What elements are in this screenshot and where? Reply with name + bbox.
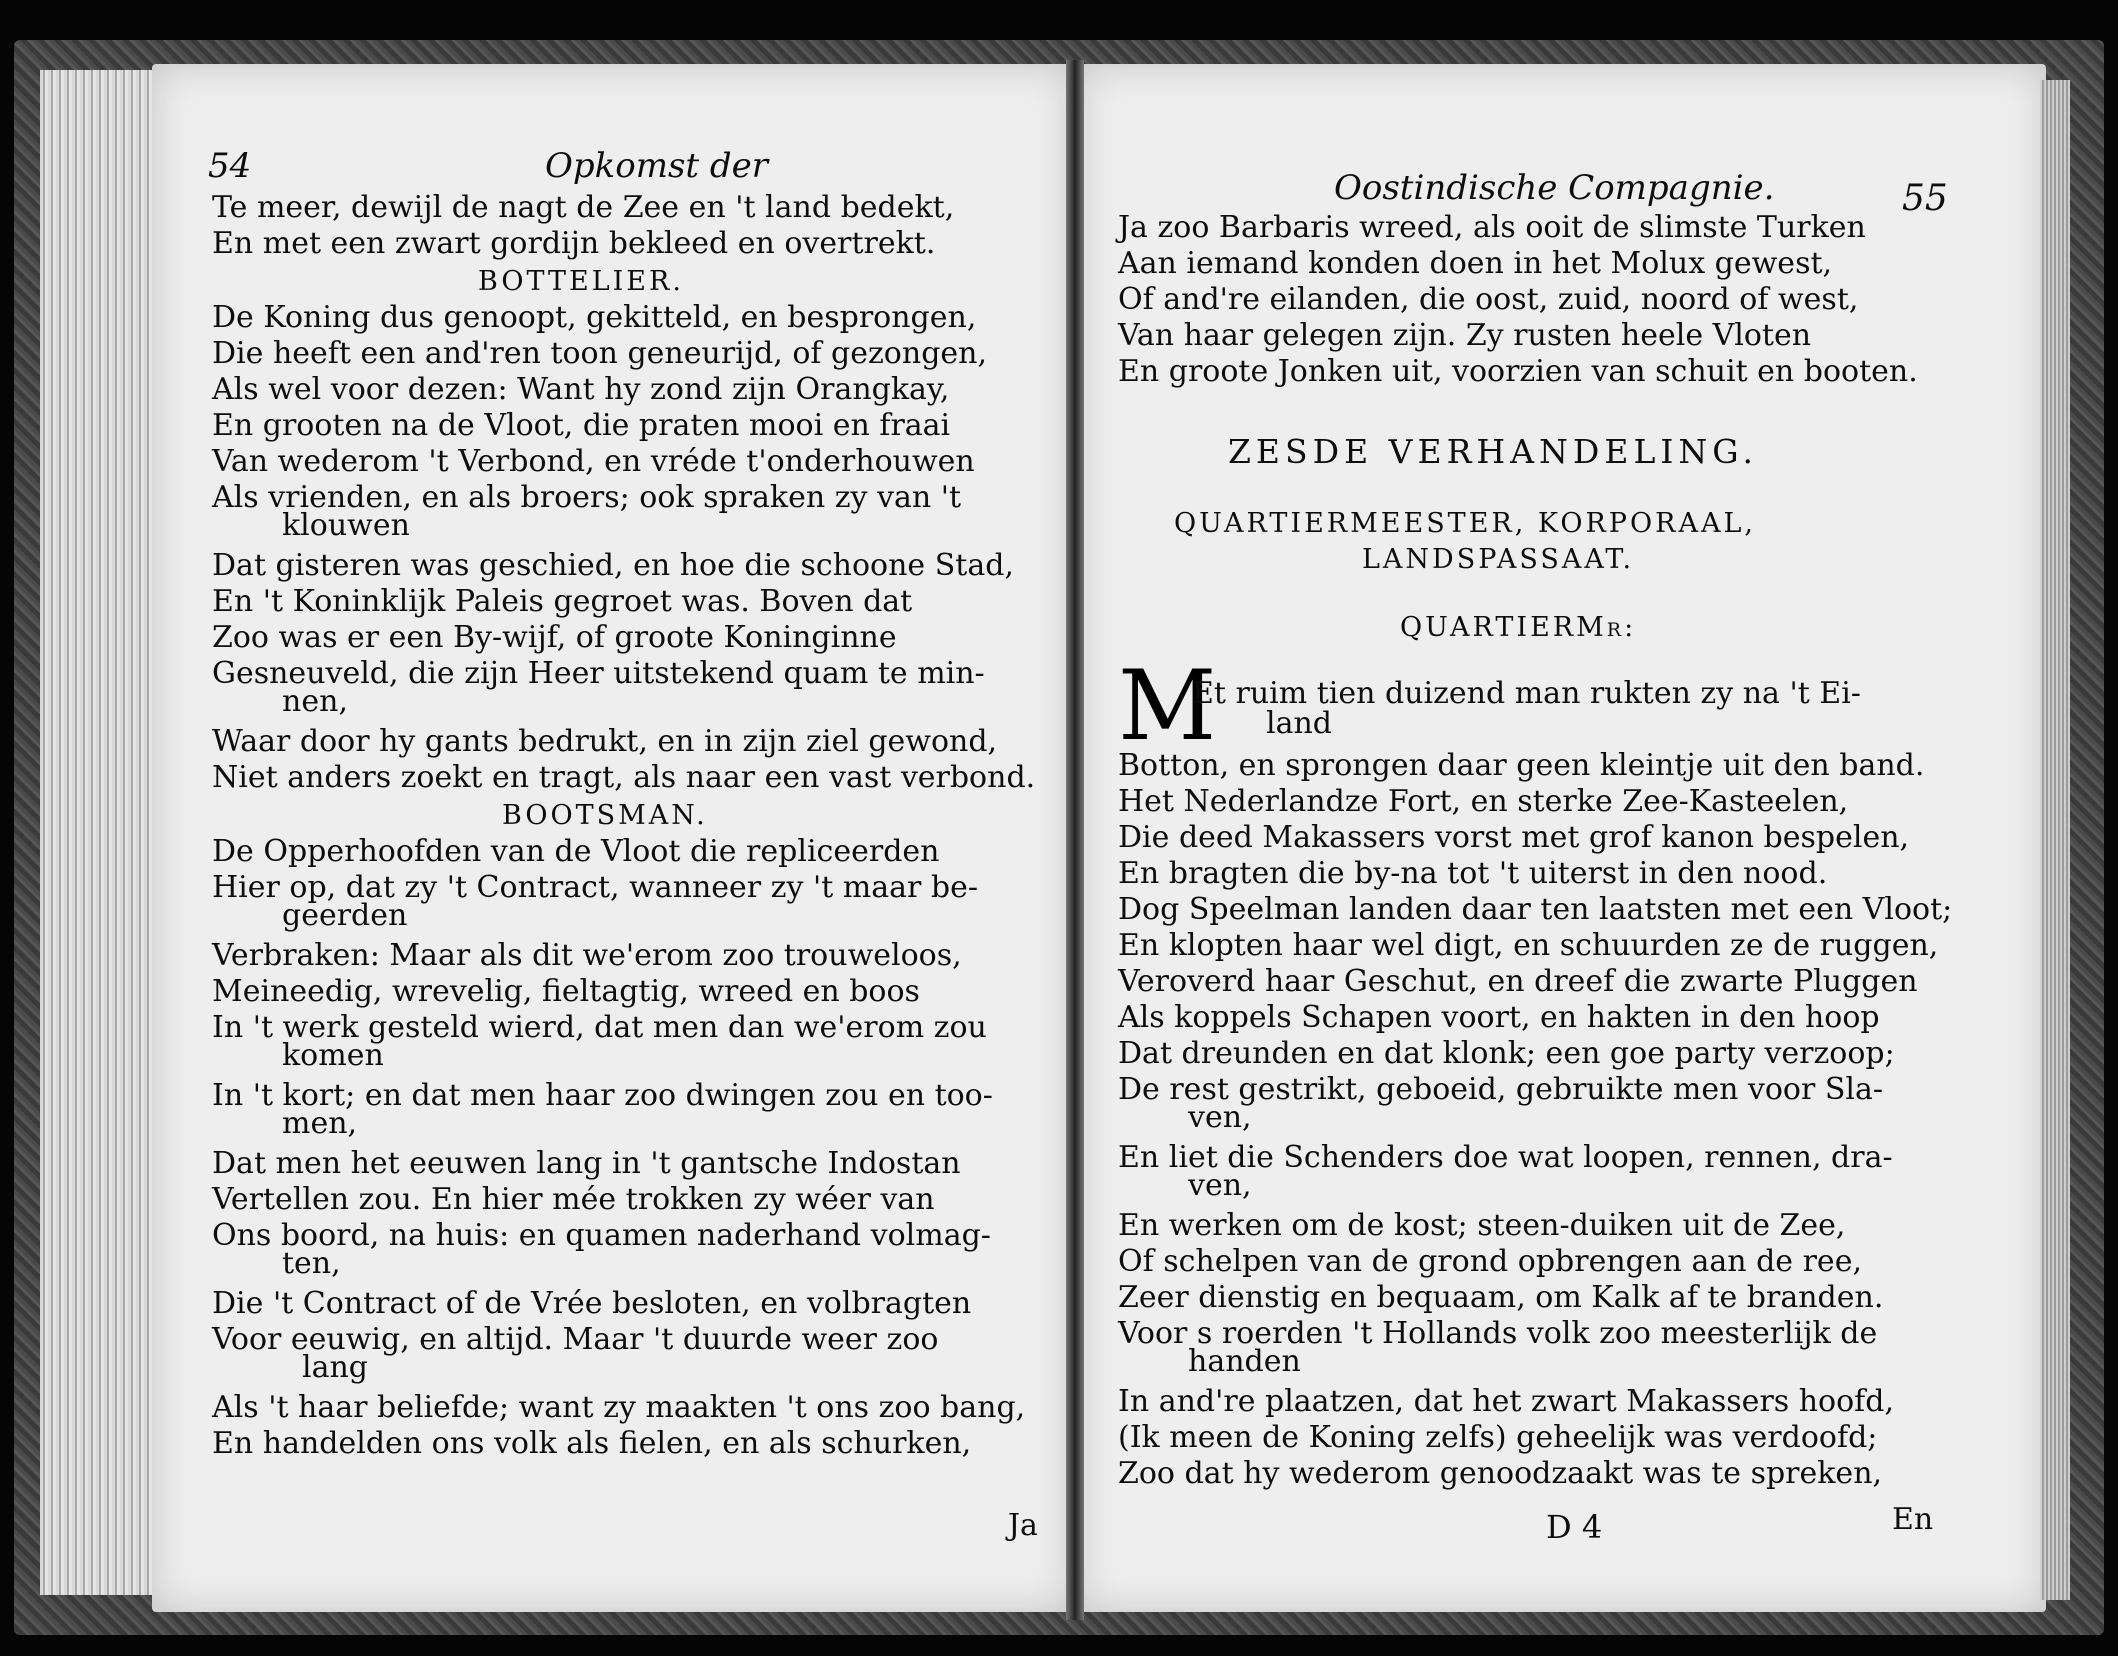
book-gutter: [1066, 60, 1084, 1620]
text-line: Dat men het eeuwen lang in 't gantsche Indostan: [212, 1146, 961, 1181]
text-line: Of and're eilanden, die oost, zuid, noord of west,: [1118, 282, 1859, 317]
right-running-head: Oostindische Compagnie.: [1334, 168, 1775, 208]
text-line: In 't werk gesteld wierd, dat men dan we'erom zou: [212, 1010, 987, 1045]
text-line: En met een zwart gordijn bekleed en overtrekt.: [212, 226, 936, 261]
text-line: Van haar gelegen zijn. Zy rusten heele Vloten: [1118, 318, 1812, 353]
text-line: De rest gestrikt, geboeid, gebruikte men voor Sla-: [1118, 1072, 1884, 1107]
speaker-heading: QUARTIERMr:: [1400, 612, 1637, 643]
dropcap-initial: M: [1118, 650, 1217, 762]
left-running-head: Opkomst der: [545, 146, 769, 186]
text-line: Te meer, dewijl de nagt de Zee en 't land bedekt,: [212, 190, 955, 225]
text-line: Gesneuveld, die zijn Heer uitstekend quam te min-: [212, 656, 985, 691]
text-line: Waar door hy gants bedrukt, en in zijn ziel gewond,: [212, 724, 998, 759]
text-line: Ja zoo Barbaris wreed, als ooit de slimste Turken: [1118, 210, 1866, 245]
text-line: En werken om de kost; steen-duiken uit de Zee,: [1118, 1208, 1846, 1243]
text-line: Als 't haar beliefde; want zy maakten 't ons zoo bang,: [212, 1390, 1026, 1425]
right-page-number: 55: [1902, 178, 1948, 219]
text-line: En klopten haar wel digt, en schuurden ze de ruggen,: [1118, 928, 1939, 963]
text-line: Het Nederlandze Fort, en sterke Zee-Kasteelen,: [1118, 784, 1849, 819]
text-line: Voor s roerden 't Hollands volk zoo meesterlijk de: [1118, 1316, 1878, 1351]
text-line: Aan iemand konden doen in het Molux gewest,: [1118, 246, 1833, 281]
text-line: Zoo dat hy wederom genoodzaakt was te spreken,: [1118, 1456, 1883, 1491]
text-line: geerden: [282, 898, 408, 933]
text-line: Dat dreunden en dat klonk; een goe party verzoop;: [1118, 1036, 1895, 1071]
text-line: Verbraken: Maar als dit we'erom zoo trouweloos,: [212, 938, 962, 973]
text-line: men,: [282, 1106, 358, 1141]
left-page-number: 54: [208, 146, 252, 186]
text-line: Vertellen zou. En hier mée trokken zy wéer van: [212, 1182, 935, 1217]
text-line: klouwen: [282, 508, 410, 543]
text-line: Die heeft een and'ren toon geneurijd, of gezongen,: [212, 336, 988, 371]
text-line: Als koppels Schapen voort, en hakten in den hoop: [1118, 1000, 1880, 1035]
section-title: ZESDE VERHANDELING.: [1228, 432, 1758, 471]
text-line: Of schelpen van de grond opbrengen aan de ree,: [1118, 1244, 1862, 1279]
text-line: handen: [1188, 1344, 1301, 1379]
text-line: lang: [302, 1350, 369, 1385]
text-line: Voor eeuwig, en altijd. Maar 't duurde weer zoo: [212, 1322, 939, 1357]
text-line: Et ruim tien duizend man rukten zy na 't Ei-: [1192, 676, 1861, 711]
left-catchword: Ja: [1008, 1508, 1038, 1543]
text-line: Die 't Contract of de Vrée besloten, en volbragten: [212, 1286, 972, 1321]
speakers-line-1: QUARTIERMEESTER, KORPORAAL,: [1174, 508, 1756, 539]
text-line: ven,: [1188, 1100, 1252, 1135]
text-line: Als wel voor dezen: Want hy zond zijn Orangkay,: [212, 372, 950, 407]
speaker-heading: BOOTSMAN.: [502, 800, 708, 831]
text-line: (Ik meen de Koning zelfs) geheelijk was verdoofd;: [1118, 1420, 1878, 1455]
text-line: ten,: [282, 1246, 341, 1281]
text-line: De Koning dus genoopt, gekitteld, en besprongen,: [212, 300, 977, 335]
text-line: Veroverd haar Geschut, en dreef die zwarte Pluggen: [1118, 964, 1918, 999]
text-line: En handelden ons volk als fielen, en als schurken,: [212, 1426, 972, 1461]
text-line: komen: [282, 1038, 384, 1073]
text-line: En liet die Schenders doe wat loopen, rennen, dra-: [1118, 1140, 1893, 1175]
text-line: Niet anders zoekt en tragt, als naar een vast verbond.: [212, 760, 1036, 795]
text-line: Botton, en sprongen daar geen kleintje uit den band.: [1118, 748, 1925, 783]
text-line: Van wederom 't Verbond, en vréde t'onderhouwen: [212, 444, 975, 479]
text-line: Dat gisteren was geschied, en hoe die schoone Stad,: [212, 548, 1014, 583]
text-line: In 't kort; en dat men haar zoo dwingen zou en too-: [212, 1078, 993, 1113]
text-line: Hier op, dat zy 't Contract, wanneer zy 't maar be-: [212, 870, 978, 905]
text-line: En 't Koninklijk Paleis gegroet was. Boven dat: [212, 584, 913, 619]
text-line: Zoo was er een By-wijf, of groote Koninginne: [212, 620, 897, 655]
page-edges-left: [40, 70, 160, 1595]
text-line: Dog Speelman landen daar ten laatsten met een Vloot;: [1118, 892, 1953, 927]
text-line: In and're plaatzen, dat het zwart Makassers hoofd,: [1118, 1384, 1895, 1419]
text-line: Meineedig, wrevelig, fieltagtig, wreed en boos: [212, 974, 920, 1009]
text-line: land: [1266, 706, 1333, 741]
text-line: Ons boord, na huis: en quamen naderhand volmag-: [212, 1218, 991, 1253]
text-line: ven,: [1188, 1168, 1252, 1203]
signature-mark: D 4: [1546, 1508, 1603, 1546]
text-line: En bragten die by-na tot 't uiterst in den nood.: [1118, 856, 1828, 891]
page-edges-right: [2040, 80, 2070, 1600]
text-line: En groote Jonken uit, voorzien van schuit en booten.: [1118, 354, 1918, 389]
text-line: nen,: [282, 684, 348, 719]
text-line: Als vrienden, en als broers; ook spraken zy van 't: [212, 480, 962, 515]
text-line: Die deed Makassers vorst met grof kanon bespelen,: [1118, 820, 1910, 855]
text-line: En grooten na de Vloot, die praten mooi en fraai: [212, 408, 951, 443]
speaker-heading: BOTTELIER.: [478, 266, 684, 297]
text-line: De Opperhoofden van de Vloot die repliceerden: [212, 834, 940, 869]
text-line: Zeer dienstig en bequaam, om Kalk af te branden.: [1118, 1280, 1884, 1315]
speakers-line-2: LANDSPASSAAT.: [1362, 544, 1635, 575]
right-catchword: En: [1892, 1502, 1934, 1537]
